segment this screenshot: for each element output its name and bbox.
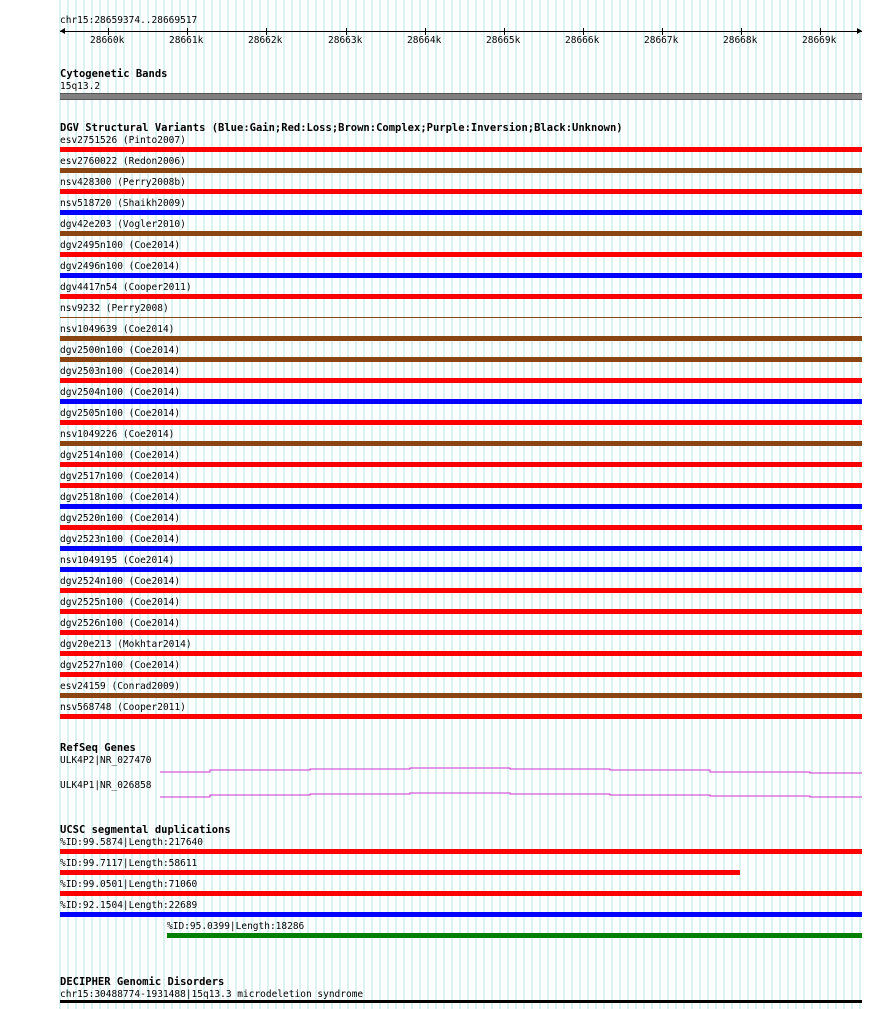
cytoband-track-title: Cytogenetic Bands xyxy=(60,68,168,80)
dgv-variant-label: nsv1049195 (Coe2014) xyxy=(60,555,175,566)
segdup-bar[interactable] xyxy=(60,849,862,854)
dgv-variant-label: esv2760022 (Redon2006) xyxy=(60,156,186,167)
dgv-variant-label: dgv2514n100 (Coe2014) xyxy=(60,450,181,461)
segdup-label: %ID:99.5874|Length:217640 xyxy=(60,837,203,848)
ruler-tick-label: 28667k xyxy=(644,35,679,46)
decipher-bar[interactable] xyxy=(60,1000,862,1003)
gene-line-ulk4p2[interactable] xyxy=(160,768,862,773)
refseq-track-title: RefSeq Genes xyxy=(60,742,136,754)
ruler-tick-label: 28665k xyxy=(486,35,521,46)
dgv-variant-label: esv24159 (Conrad2009) xyxy=(60,681,181,692)
dgv-variant-label: dgv2523n100 (Coe2014) xyxy=(60,534,181,545)
decipher-track-title: DECIPHER Genomic Disorders xyxy=(60,976,225,988)
dgv-variant-label: nsv9232 (Perry2008) xyxy=(60,303,169,314)
ruler-tick-label: 28660k xyxy=(90,35,125,46)
dgv-variant-label: dgv2503n100 (Coe2014) xyxy=(60,366,181,377)
dgv-variant-label: dgv2517n100 (Coe2014) xyxy=(60,471,181,482)
dgv-track-title: DGV Structural Variants (Blue:Gain;Red:Loss;Brown:Complex;Purple:Inversion;Black:Unknown) xyxy=(60,122,623,134)
dgv-variant-label: dgv20e213 (Mokhtar2014) xyxy=(60,639,192,650)
dgv-variant-label: dgv2525n100 (Coe2014) xyxy=(60,597,181,608)
dgv-variant-label: nsv518720 (Shaikh2009) xyxy=(60,198,186,209)
dgv-variant-label: dgv2524n100 (Coe2014) xyxy=(60,576,181,587)
ruler-tick-label: 28666k xyxy=(565,35,600,46)
segdup-bar[interactable] xyxy=(167,933,862,938)
segdup-label: %ID:99.0501|Length:71060 xyxy=(60,879,198,890)
dgv-variant-label: dgv42e203 (Vogler2010) xyxy=(60,219,186,230)
segdup-label: %ID:99.7117|Length:58611 xyxy=(60,858,198,869)
segdup-track-title: UCSC segmental duplications xyxy=(60,824,231,836)
ruler-tick-label: 28669k xyxy=(802,35,837,46)
dgv-variant-label: nsv428300 (Perry2008b) xyxy=(60,177,186,188)
segdup-bar[interactable] xyxy=(60,891,862,896)
ruler-tick-label: 28663k xyxy=(328,35,363,46)
gene-line-ulk4p1[interactable] xyxy=(160,793,862,797)
segdup-bar[interactable] xyxy=(60,912,862,917)
dgv-variant-label: dgv2518n100 (Coe2014) xyxy=(60,492,181,503)
dgv-variant-label: dgv4417n54 (Cooper2011) xyxy=(60,282,192,293)
segdup-label: %ID:92.1504|Length:22689 xyxy=(60,900,198,911)
decipher-label: chr15:30488774-1931488|15q13.3 microdeletion syndrome xyxy=(60,989,364,1000)
dgv-variant-label: esv2751526 (Pinto2007) xyxy=(60,135,186,146)
segdup-bar[interactable] xyxy=(60,870,740,875)
dgv-variant-label: dgv2526n100 (Coe2014) xyxy=(60,618,181,629)
segdup-label: %ID:95.0399|Length:18286 xyxy=(167,921,305,932)
dgv-variant-label: dgv2520n100 (Coe2014) xyxy=(60,513,181,524)
cytoband-label: 15q13.2 xyxy=(60,81,101,92)
dgv-variant-label: dgv2504n100 (Coe2014) xyxy=(60,387,181,398)
dgv-variant-label: dgv2505n100 (Coe2014) xyxy=(60,408,181,419)
gene-label-ulk4p1: ULK4P1|NR_026858 xyxy=(60,780,152,791)
dgv-variant-label: dgv2496n100 (Coe2014) xyxy=(60,261,181,272)
ruler-tick-label: 28662k xyxy=(248,35,283,46)
dgv-variant-label: nsv1049226 (Coe2014) xyxy=(60,429,175,440)
dgv-variant-label: nsv568748 (Cooper2011) xyxy=(60,702,186,713)
dgv-variant-label: dgv2527n100 (Coe2014) xyxy=(60,660,181,671)
ruler-tick-label: 28668k xyxy=(723,35,758,46)
gene-label-ulk4p2: ULK4P2|NR_027470 xyxy=(60,755,152,766)
dgv-variant-label: dgv2495n100 (Coe2014) xyxy=(60,240,181,251)
ruler-tick-label: 28664k xyxy=(407,35,442,46)
dgv-variant-label: dgv2500n100 (Coe2014) xyxy=(60,345,181,356)
ruler-tick-label: 28661k xyxy=(169,35,204,46)
dgv-variant-label: nsv1049639 (Coe2014) xyxy=(60,324,175,335)
position-label: chr15:28659374..28669517 xyxy=(60,15,198,26)
